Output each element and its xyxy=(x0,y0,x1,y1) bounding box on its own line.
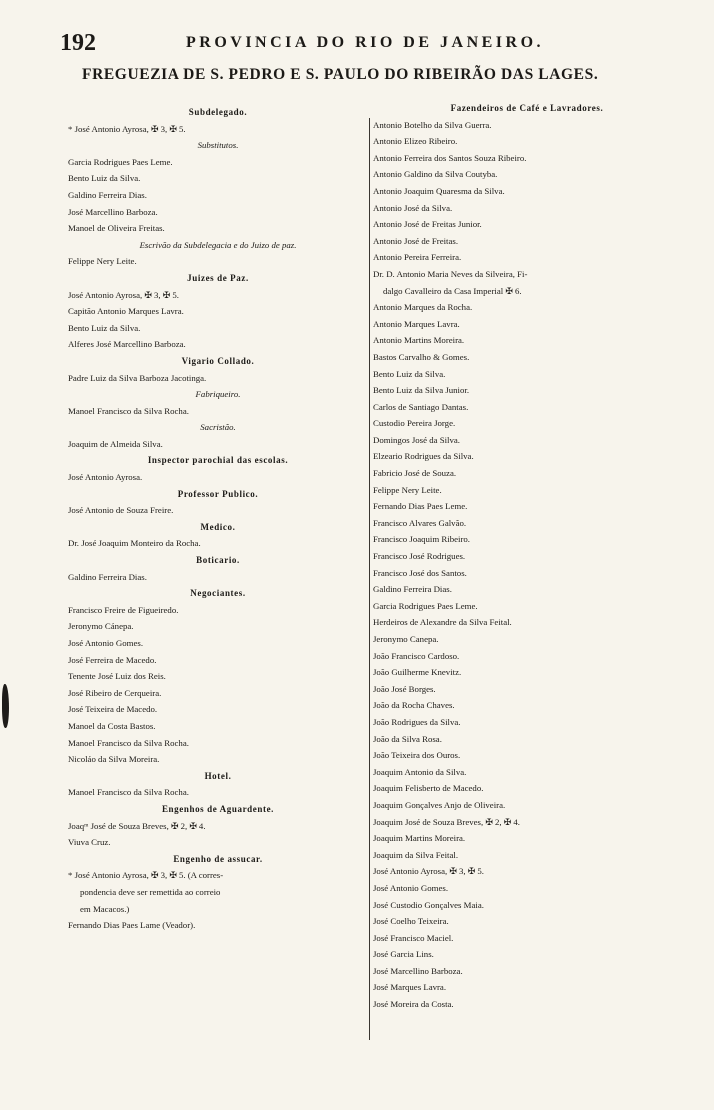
entry-line: * José Antonio Ayrosa, ✠ 3, ✠ 5. xyxy=(68,123,186,134)
section-heading: Subdelegado. xyxy=(188,107,248,117)
entry-line: Joaquim da Silva Feital. xyxy=(373,849,459,860)
entry-line: José Ferreira de Macedo. xyxy=(68,654,157,665)
entry-line: José Ribeiro de Cerqueira. xyxy=(68,687,162,698)
entry-line: Nicoláo da Silva Moreira. xyxy=(68,754,160,765)
right-column xyxy=(373,100,681,1013)
entry-line: João Guilherme Knevitz. xyxy=(373,667,462,678)
column-divider xyxy=(369,118,370,1040)
section-heading: Engenhos de Aguardente. xyxy=(161,803,275,814)
page-number: 192 xyxy=(60,30,96,56)
entry-line: Galdino Ferreira Dias. xyxy=(373,584,452,595)
entry-line: João José Borges. xyxy=(373,683,436,694)
section-title: FREGUEZIA DE S. PEDRO E S. PAULO DO RIBEIRÃO DAS LAGES. xyxy=(82,66,599,83)
entry-line: José Antonio Ayrosa. xyxy=(68,472,143,483)
entry-line: João Rodrigues da Silva. xyxy=(373,716,461,727)
entry-line: Padre Luiz da Silva Barboza Jacotinga. xyxy=(68,372,207,383)
entry-line: João Teixeira dos Ouros. xyxy=(373,750,461,761)
entry-continuation: pondencia deve ser remettida ao correio xyxy=(80,886,221,897)
entry-line: Joaquim Antonio da Silva. xyxy=(373,766,467,777)
entry-line: Antonio Marques da Rocha. xyxy=(373,302,473,313)
entry-line: José Antonio Ayrosa, ✠ 3, ✠ 5. xyxy=(373,866,484,877)
entry-line: Bento Luiz da Silva. xyxy=(68,173,141,184)
entry-line: José Antonio de Souza Freire. xyxy=(68,505,174,516)
entry-line: Antonio José de Freitas. xyxy=(373,235,459,246)
page-header xyxy=(60,30,660,56)
entry-line: Alferes José Marcellino Barboza. xyxy=(68,339,186,350)
entry-line: Antonio Galdino da Silva Coutyba. xyxy=(373,169,498,180)
entry-line: José Antonio Gomes. xyxy=(68,638,144,648)
entry-line: Fabricio José de Souza. xyxy=(373,468,457,479)
entry-line: Carlos de Santiago Dantas. xyxy=(373,401,469,412)
entry-line: Bento Luiz da Silva. xyxy=(373,368,446,379)
entry-line: Joaquim José de Souza Breves, ✠ 2, ✠ 4. xyxy=(373,816,520,827)
entry-line: Manoel Francisco da Silva Rocha. xyxy=(68,405,189,416)
entry-line: Elzeario Rodrigues da Silva. xyxy=(373,451,474,462)
entry-line: Joaquim Felisberto de Macedo. xyxy=(373,783,484,794)
section-heading: Fazendeiros de Café e Lavradores. xyxy=(450,103,604,113)
entry-line: José Marques Lavra. xyxy=(373,982,447,993)
entry-line: Jeronymo Cánepa. xyxy=(68,621,134,632)
entry-line: Manoel de Oliveira Freitas. xyxy=(68,223,165,234)
entry-line: José Custodio Gonçalves Maia. xyxy=(373,899,484,910)
section-heading: Engenho de assucar. xyxy=(173,853,263,864)
entry-line: Fernando Dias Paes Lame (Veador). xyxy=(68,920,196,931)
entry-line: Capitão Antonio Marques Lavra. xyxy=(68,306,184,317)
entry-continuation: em Macacos.) xyxy=(80,903,130,914)
entry-line: Antonio Botelho da Silva Guerra. xyxy=(373,119,492,130)
section-heading: Juizes de Paz. xyxy=(187,272,249,283)
entry-line: Galdino Ferreira Dias. xyxy=(68,571,147,582)
section-subheading: Escrivão da Subdelegacia e do Juizo de paz. xyxy=(139,239,297,250)
entry-line: Custodio Pereira Jorge. xyxy=(373,418,456,429)
section-subheading: Substitutos. xyxy=(197,140,239,151)
entry-line: Fernando Dias Paes Leme. xyxy=(373,501,468,512)
entry-line: * José Antonio Ayrosa, ✠ 3, ✠ 5. (A corres- xyxy=(68,870,224,881)
entry-line: Manoel Francisco da Silva Rocha. xyxy=(68,737,189,748)
section-heading: Vigario Collado. xyxy=(181,355,255,366)
entry-line: Francisco José Rodrigues. xyxy=(373,551,466,562)
section-heading: Medico. xyxy=(200,521,236,532)
entry-line: Manoel da Costa Bastos. xyxy=(68,720,156,731)
entry-line: Joaquim Martins Moreira. xyxy=(373,833,466,844)
entry-line: Francisco Alvares Galvão. xyxy=(373,517,467,528)
entry-line: Bento Luiz da Silva. xyxy=(68,322,141,333)
entry-line: Antonio Elizeo Ribeiro. xyxy=(373,136,458,147)
entry-line: João Francisco Cardoso. xyxy=(373,650,460,661)
section-subheading: Fabriqueiro. xyxy=(195,389,241,400)
section-subheading: Sacristão. xyxy=(200,422,236,433)
entry-line: Antonio José da Silva. xyxy=(373,202,453,213)
entry-line: José Francisco Maciel. xyxy=(373,932,454,943)
entry-line: Antonio Joaquim Quaresma da Silva. xyxy=(373,185,505,196)
entry-line: João da Rocha Chaves. xyxy=(373,700,455,711)
running-title: PROVINCIA DO RIO DE JANEIRO. xyxy=(186,34,545,51)
entry-line: Garcia Rodrigues Paes Leme. xyxy=(373,600,478,611)
entry-line: Bastos Carvalho & Gomes. xyxy=(373,351,470,362)
entry-line: Herdeiros de Alexandre da Silva Feital. xyxy=(373,617,512,628)
entry-line: Bento Luiz da Silva Junior. xyxy=(373,385,470,396)
left-column xyxy=(68,104,368,934)
entry-line: Francisco Freire de Figueiredo. xyxy=(68,604,179,615)
entry-line: Francisco Joaquim Ribeiro. xyxy=(373,534,470,545)
entry-line: Dr. José Joaquim Monteiro da Rocha. xyxy=(68,538,201,549)
entry-line: José Moreira da Costa. xyxy=(373,999,454,1010)
section-heading: Hotel. xyxy=(204,770,232,781)
entry-line: José Teixeira de Macedo. xyxy=(68,704,158,715)
entry-line: José Coelho Teixeira. xyxy=(373,916,449,927)
entry-line: Francisco José dos Santos. xyxy=(373,567,467,578)
entry-line: Galdino Ferreira Dias. xyxy=(68,189,147,200)
entry-line: Domingos José da Silva. xyxy=(373,434,460,445)
entry-line: José Marcellino Barboza. xyxy=(373,965,463,976)
section-heading: Negociantes. xyxy=(190,588,246,599)
ink-blot xyxy=(2,684,9,728)
entry-line: Dr. D. Antonio Maria Neves da Silveira, Fi- xyxy=(373,268,528,279)
entry-line: Antonio Pereira Ferreira. xyxy=(373,252,462,263)
entry-line: Antonio José de Freitas Junior. xyxy=(373,219,482,230)
entry-line: Antonio Martins Moreira. xyxy=(373,335,465,346)
entry-line: Garcia Rodrigues Paes Leme. xyxy=(68,156,173,167)
entry-line: Tenente José Luiz dos Reis. xyxy=(68,671,166,682)
entry-line: José Garcia Lins. xyxy=(373,949,434,960)
entry-line: José Marcellino Barboza. xyxy=(68,206,158,217)
section-heading: Inspector parochial das escolas. xyxy=(147,455,289,466)
entry-line: Antonio Marques Lavra. xyxy=(373,318,460,329)
entry-line: Felippe Nery Leite. xyxy=(68,256,137,267)
entry-line: João da Silva Rosa. xyxy=(373,733,442,744)
section-heading: Boticario. xyxy=(196,555,240,566)
entry-line: Joaqᵐ José de Souza Breves, ✠ 2, ✠ 4. xyxy=(68,820,206,831)
entry-line: Joaquim de Almeida Silva. xyxy=(68,438,163,449)
entry-line: Manoel Francisco da Silva Rocha. xyxy=(68,787,189,798)
entry-line: José Antonio Ayrosa, ✠ 3, ✠ 5. xyxy=(68,289,179,300)
entry-line: Joaquim Gonçalves Anjo de Oliveira. xyxy=(373,799,506,810)
section-heading: Professor Publico. xyxy=(177,488,259,499)
entry-line: José Antonio Gomes. xyxy=(373,882,449,893)
entry-continuation: dalgo Cavalleiro da Casa Imperial ✠ 6. xyxy=(383,285,522,296)
entry-line: Felippe Nery Leite. xyxy=(373,484,442,495)
entry-line: Jeronymo Canepa. xyxy=(373,634,439,644)
entry-line: Viuva Cruz. xyxy=(68,837,111,848)
entry-line: Antonio Ferreira dos Santos Souza Ribeiro. xyxy=(373,152,527,163)
